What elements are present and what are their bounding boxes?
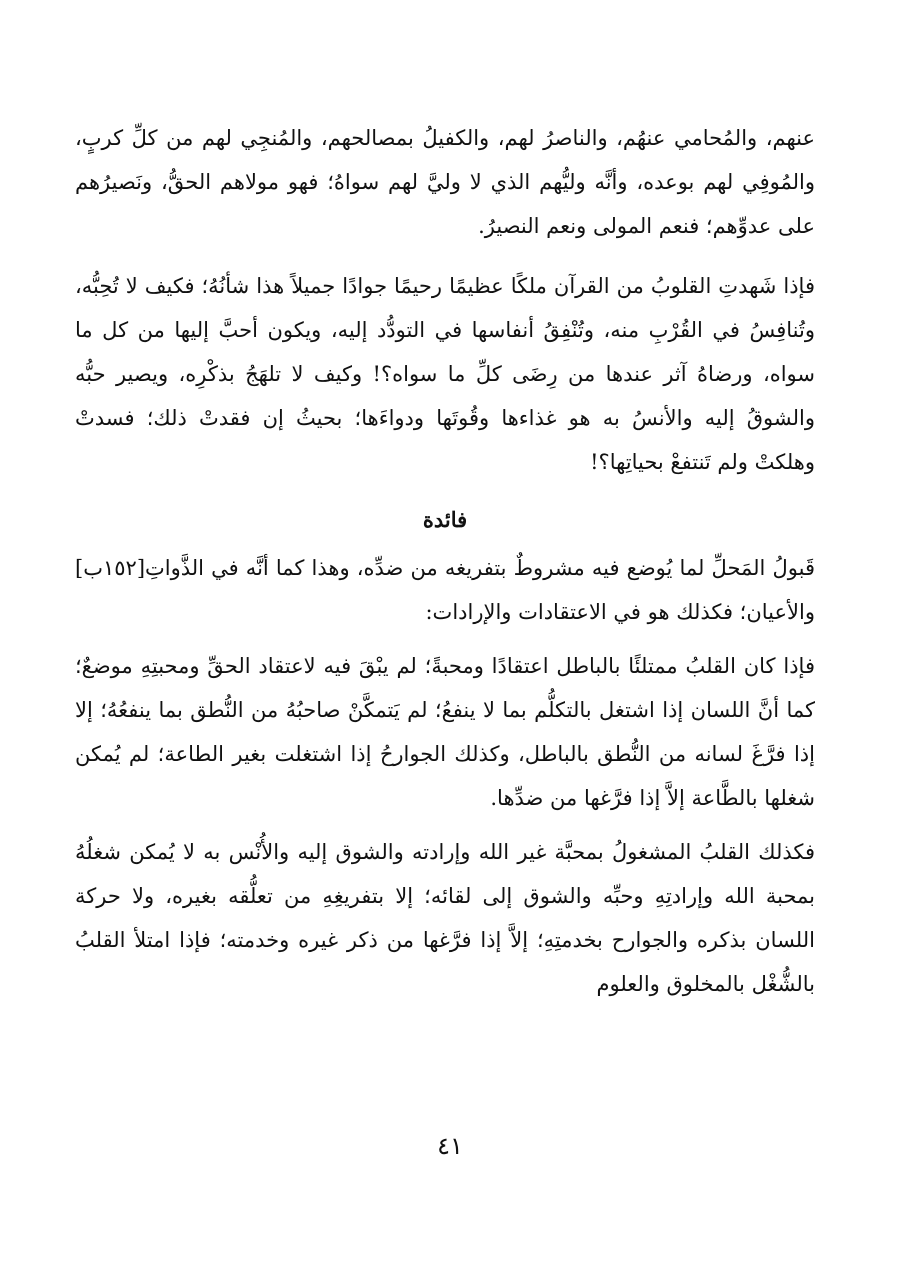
paragraph-receptacle: قَبولُ المَحلِّ لما يُوضع فيه مشروطٌ بتفريغه من ضدِّه، وهذا كما أنَّه في الذَّواتِ[١٥٢ب] والأعيان؛ فكذلك هو في الاعتقادات والإرادات: xyxy=(75,556,815,624)
paragraph-hearts-witness: فإذا شَهدتِ القلوبُ من القرآن ملكًا عظيمًا رحيمًا جوادًا جميلاً هذا شأنُهُ؛ فكيف لا تُحِبُّه، وتُنافِسُ في القُرْبِ منه، وتُنْفِقُ أنفاسها في التودُّد إليه، ويكون أحبَّ إليها من كل ما سواه، ورضاهُ آثر عندها من رِضَى كلِّ ما سواه؟! وكيف لا تلهَجُ بذكْرِه، ويصير حبُّه والشوقُ إليه والأنسُ به هو غذاءها وقُوتَها ودواءَها؛ بحيثُ إن فقدتْ ذلك؛ فسدتْ وهلكتْ ولم تَنتفعْ بحياتِها؟! xyxy=(75,274,815,474)
paragraph-falsehood: فإذا كان القلبُ ممتلئًا بالباطل اعتقادًا ومحبةً؛ لم يبْقَ فيه لاعتقاد الحقِّ ومحبتِهِ موضعٌ؛ كما أنَّ اللسان إذا اشتغل بالتكلُّم بما لا ينفعُ؛ لم يَتمكَّنْ صاحبُهُ من النُّطق بما ينفعُهُ؛ إلا إذا فرَّغَ لسانه من النُّطق بالباطل، وكذلك الجوارحُ إذا اشتغلت بغير الطاعة؛ لم يُمكن شغلها بالطَّاعة إلاَّ إذا فرَّغها من ضدِّها. xyxy=(75,654,815,810)
paragraph-occupied-heart: فكذلك القلبُ المشغولُ بمحبَّة غير الله وإرادته والشوق إليه والأُنْس به لا يُمكن شغلُهُ بمحبة الله وإرادتِهِ وحبِّه والشوق إلى لقائه؛ إلا بتفريغِهِ من تعلُّقه بغيره، ولا حركة اللسان بذكره والجوارح بخدمتِهِ؛ إلاَّ إذا فرَّغها من ذكر غيره وخدمته؛ فإذا امتلأ القلبُ بالشُّغْل بالمخلوق والعلوم xyxy=(75,840,815,996)
paragraph-continuation: عنهم، والمُحامي عنهُم، والناصرُ لهم، والكفيلُ بمصالحهم، والمُنجِي لهم من كلِّ كربٍ، والمُوفِي لهم بوعده، وأنَّه وليُّهم الذي لا وليَّ لهم سواهُ؛ فهو مولاهم الحقُّ، ونَصيرُهم على عدوِّهم؛ فنعم المولى ونعم النصيرُ. xyxy=(75,126,815,238)
page-number: ٤١ xyxy=(437,1132,463,1160)
page-body xyxy=(75,116,815,1006)
section-heading: فائدة xyxy=(422,507,468,532)
